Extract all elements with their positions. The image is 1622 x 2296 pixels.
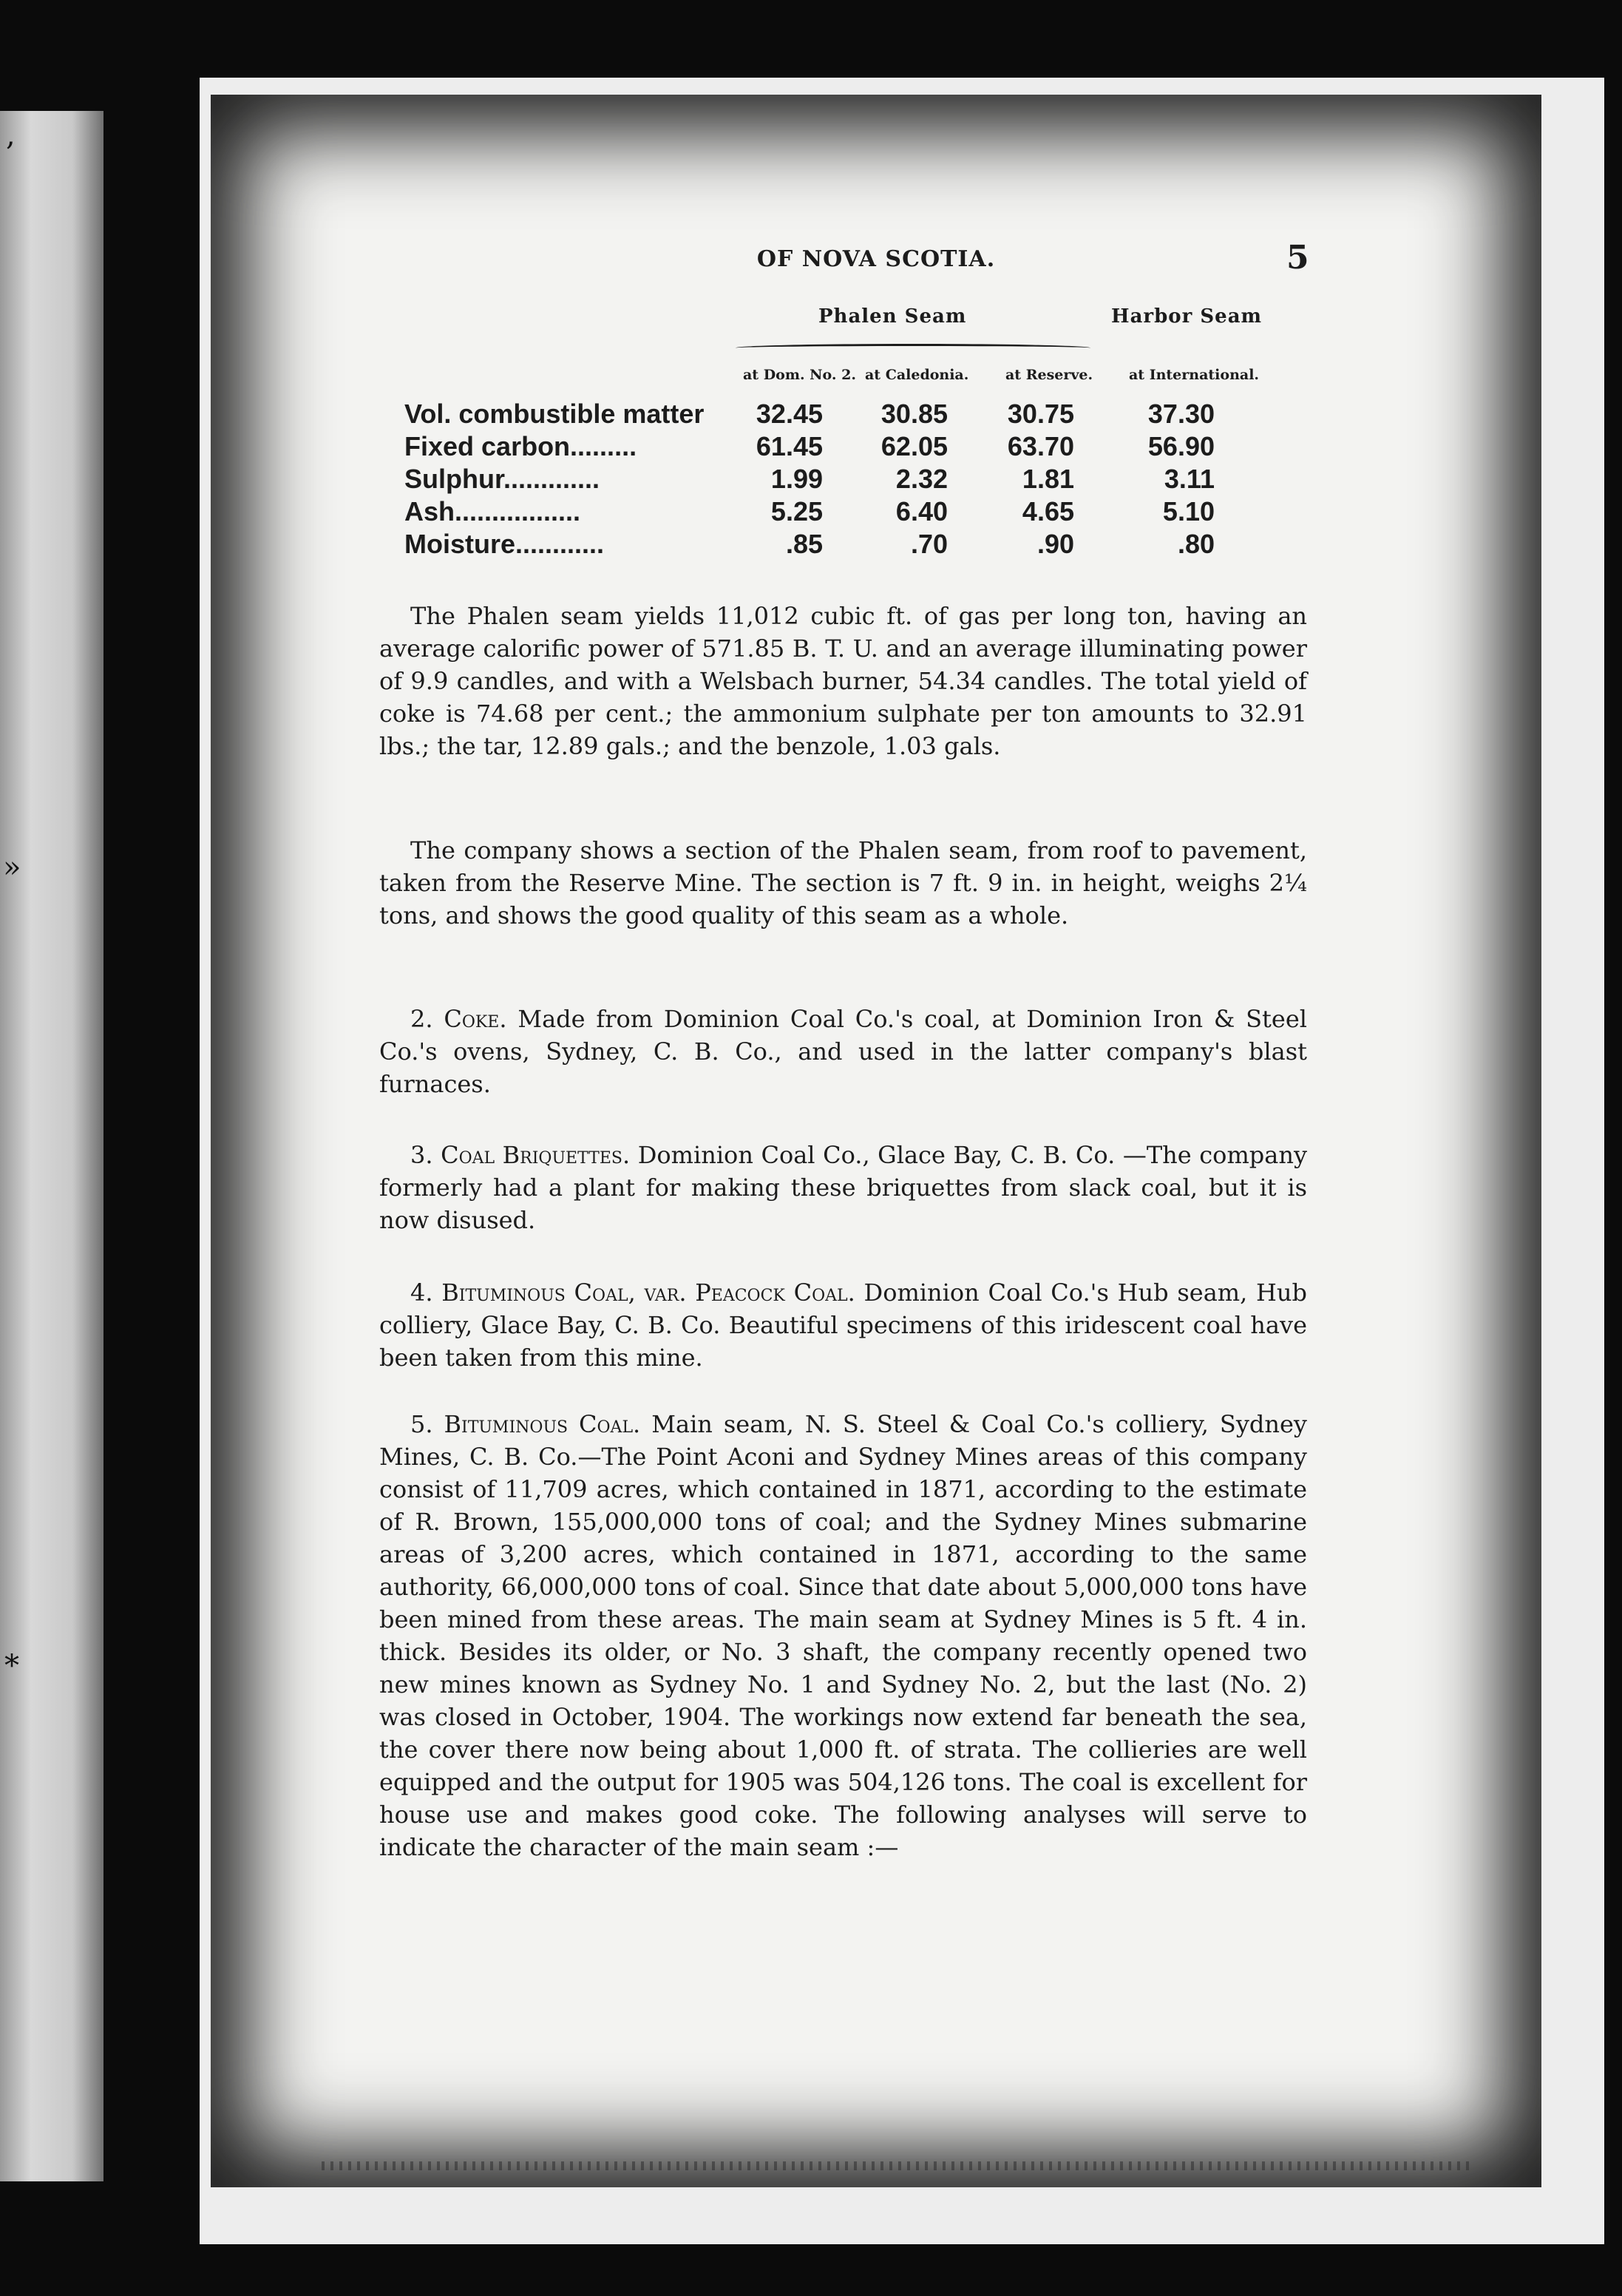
table-cell: .70 bbox=[910, 529, 948, 559]
table-cell: 3.11 bbox=[1164, 464, 1215, 494]
document-page bbox=[211, 95, 1541, 2187]
item-title: Bituminous Coal, var. Peacock Coal. bbox=[441, 1279, 855, 1307]
table-cell: .90 bbox=[1036, 529, 1074, 559]
page-number: 5 bbox=[1286, 239, 1309, 277]
paragraph-peacock-coal bbox=[379, 1276, 1307, 1374]
coal-analysis-table bbox=[404, 398, 1215, 561]
row-label: Ash................. bbox=[404, 496, 581, 526]
table-cell: 5.10 bbox=[1162, 496, 1215, 526]
harbor-seam-header: Harbor Seam bbox=[1111, 305, 1263, 328]
column-subheader: at International. bbox=[1129, 367, 1260, 383]
paragraph-phalen-gas bbox=[379, 600, 1307, 762]
item-number: 4. bbox=[410, 1279, 433, 1307]
item-number: 2. bbox=[410, 1005, 433, 1033]
previous-page-strip bbox=[0, 111, 104, 2181]
table-cell: 5.25 bbox=[770, 496, 823, 526]
item-title: Bituminous Coal. bbox=[444, 1410, 641, 1438]
page-bottom-edge bbox=[322, 2161, 1475, 2170]
table-cell: 32.45 bbox=[756, 399, 823, 429]
table-cell: 62.05 bbox=[880, 431, 948, 461]
previous-page-mark: » bbox=[3, 850, 21, 884]
table-row bbox=[404, 495, 1215, 528]
column-subheader: at Caledonia. bbox=[865, 367, 969, 383]
table-cell: 6.40 bbox=[895, 496, 948, 526]
table-cell: 30.85 bbox=[880, 399, 948, 429]
item-body: Main seam, N. S. Steel & Coal Co.'s colliery, Sydney Mines, C. B. Co.—The Point Aconi and Sydney Mines areas of this company consist of 11,709 acres, which contained in 1871, according to the estimate of R. Brown, 155,000,000 tons of coal; and the Sydney Mines submarine areas of 3,200 acres, which contained in 1871, according to the same authority, 66,000,000 tons of coal. Since that date about 5,000,000 tons have been mined from these areas. The main seam at Sydney Mines is 5 ft. 4 in. thick. Besides its older, or No. 3 shaft, the company recently opened two new mines known as Sydney No. 1 and Sydney No. 2, but the last (No. 2) was closed in October, 1904. The workings now extend far beneath the sea, the cover there now being about 1,000 ft. of strata. The collieries are well equipped and the output for 1905 was 504,126 tons. The coal is excellent for house use and makes good coke. The following analyses will serve to indicate the character of the main seam :— bbox=[379, 1410, 1308, 1861]
table-cell: 37.30 bbox=[1147, 399, 1215, 429]
item-title: Coke. bbox=[444, 1005, 507, 1033]
table-cell: 4.65 bbox=[1022, 496, 1074, 526]
item-number: 3. bbox=[410, 1141, 433, 1169]
item-title: Coal Briquettes. bbox=[441, 1141, 631, 1169]
phalen-seam-header: Phalen Seam bbox=[818, 305, 967, 328]
previous-page-mark: , bbox=[6, 118, 16, 152]
table-cell: 61.45 bbox=[756, 431, 823, 461]
column-subheader: at Dom. No. 2. bbox=[743, 367, 856, 383]
paragraph-text: The company shows a section of the Phalen seam, from roof to pavement, taken from the Reserve Mine. The section is 7 ft. 9 in. in height, weighs 2¼ tons, and shows the good quality of this seam as a whole. bbox=[379, 836, 1307, 929]
previous-page-mark: * bbox=[4, 1649, 19, 1683]
row-label: Fixed carbon......... bbox=[404, 431, 637, 461]
row-label: Moisture............ bbox=[404, 529, 605, 559]
item-body: Made from Dominion Coal Co.'s coal, at Dominion Iron & Steel Co.'s ovens, Sydney, C. B. Co., and used in the latter company's blast furnaces. bbox=[379, 1005, 1308, 1098]
table-cell: 56.90 bbox=[1147, 431, 1215, 461]
paragraph-text: The Phalen seam yields 11,012 cubic ft. of gas per long ton, having an average calorific power of 571.85 B. T. U. and an average illuminating power of 9.9 candles, and with a Welsbach burner, 54.34 candles. The total yield of coke is 74.68 per cent.; the ammonium sulphate per ton amounts to 32.91 lbs.; the tar, 12.89 gals.; and the benzole, 1.03 gals. bbox=[379, 602, 1307, 760]
paragraph-bituminous-coal bbox=[379, 1408, 1307, 1863]
table-row bbox=[404, 463, 1215, 495]
paragraph-phalen-section bbox=[379, 834, 1307, 932]
running-header: OF NOVA SCOTIA. bbox=[756, 246, 996, 272]
table-cell: 2.32 bbox=[895, 464, 948, 494]
table-cell: 1.99 bbox=[770, 464, 823, 494]
phalen-seam-brace bbox=[736, 344, 1090, 352]
table-cell: 1.81 bbox=[1022, 464, 1074, 494]
item-body: Dominion Coal Co.'s Hub seam, Hub colliery, Glace Bay, C. B. Co. Beautiful specimens of this iridescent coal have been taken from this mine. bbox=[379, 1279, 1308, 1372]
table-row bbox=[404, 430, 1215, 463]
row-label: Vol. combustible matter bbox=[404, 399, 705, 429]
item-number: 5. bbox=[410, 1410, 433, 1438]
column-subheader: at Reserve. bbox=[1005, 367, 1093, 383]
row-label: Sulphur............. bbox=[404, 464, 600, 494]
paragraph-coke bbox=[379, 1003, 1307, 1100]
paragraph-briquettes bbox=[379, 1139, 1307, 1236]
table-row bbox=[404, 528, 1215, 561]
table-cell: .85 bbox=[785, 529, 823, 559]
table-cell: .80 bbox=[1177, 529, 1215, 559]
table-row bbox=[404, 398, 1215, 430]
item-body: Dominion Coal Co., Glace Bay, C. B. Co. —The company formerly had a plant for making these briquettes from slack coal, but it is now disused. bbox=[379, 1141, 1308, 1234]
table-cell: 30.75 bbox=[1007, 399, 1074, 429]
table-cell: 63.70 bbox=[1007, 431, 1074, 461]
